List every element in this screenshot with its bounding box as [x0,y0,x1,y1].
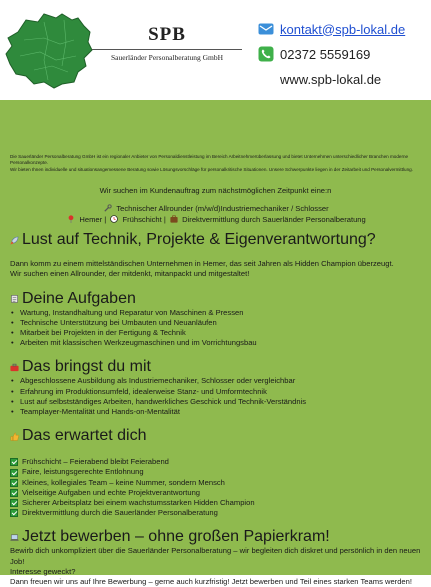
offer-heading-row [10,427,421,445]
list-item: • Technische Unterstützung bei Umbauten und Neuanläufen [10,318,421,328]
list-item [10,498,421,508]
checkmark-icon [10,489,18,497]
contact-email-row [258,18,428,40]
pitch [10,259,421,279]
apply-section [10,528,421,587]
apply-line-3: Dann freuen wir uns auf Ihre Bewerbung – gerne auch kurzfristig! Jetzt bewerben und Teil eines starken Teams werden! [10,577,412,587]
list-item-text: Kleines, kollegiales Team – keine Nummer, sondern Mensch [22,477,225,487]
list-item-text: Sicherer Arbeitsplatz bei einem wachstumsstarken Hidden Champion [22,498,255,508]
list-item-text: Vielseitige Aufgaben und echte Projektverantwortung [22,487,201,497]
checkmark-icon [10,458,18,466]
apply-line-1: Bewirb dich unkompliziert über die Sauerländer Personalberatung – wir begleiten dich diskret und persönlich in den neuen Job! [10,546,421,566]
list-item [10,508,421,518]
list-item: • Wartung, Instandhaltung und Reparatur von Maschinen & Pressen [10,308,421,318]
tasks-title: Deine Aufgaben [22,289,136,307]
list-item: • Mitarbeit bei Projekten in der Fertigung & Technik [10,328,421,338]
toolbox-icon [10,363,19,372]
profile-heading-row [10,358,421,376]
header [0,0,431,100]
contact-phone-row [258,43,428,65]
profile-section [10,358,421,417]
list-item [10,457,421,467]
job-shift: Frühschicht [122,215,162,225]
contact-web-row [258,68,428,90]
intro-line-1: Die Sauerländer Personalberatung GmbH ist ein regionaler Anbieter von Personaldienstleistung im Bereich Arbeitnehmerüberlassung und bietet Unternehmen unterschiedlicher Branchen moderne Personalkonzepte. [10,154,409,166]
brand-name: SPB [148,24,186,45]
offer-section [10,427,421,518]
job-location: Hemer [79,215,103,225]
brand-divider [92,49,242,50]
list-item [10,478,421,488]
clock-icon [110,215,118,223]
pin-icon [67,215,75,223]
wrench-icon [104,204,112,212]
phone-icon [258,46,274,62]
list-item-text: Frühschicht – Feierabend bleibt Feierabend [22,457,169,467]
contact-block [258,18,428,93]
meta-separator-2: | [163,215,166,225]
list-item-text: Faire, leistungsgerechte Entlohnung [22,467,144,477]
checkmark-icon [10,509,18,517]
offer-list [10,457,421,518]
apply-heading-row [10,528,421,546]
job-title: Technischer Allrounder (m/w/d)Industriemechaniker / Schlosser [116,204,329,214]
job-content [0,100,431,587]
checkmark-icon [10,479,18,487]
offer-title: Das erwartet dich [22,427,147,445]
profile-list [10,376,421,417]
intro-line-2: Wir bieten Ihnen individuelle und situationsangemessene Beratung sowie Lösungsvorschläge für personalkritische Situationen. Unsere Schwerpunkte liegen in der Zeitarbeit und Personalvermittlung. [10,166,413,172]
mail-icon [258,21,274,37]
list-item-text: Direktvermittlung durch die Sauerländer Personalberatung [22,508,218,518]
profile-title: Das bringst du mit [22,358,151,376]
tasks-section [10,290,421,349]
job-mode: Direktvermittlung durch Sauerländer Personalberatung [182,215,366,225]
list-item: • Arbeiten mit klassischen Werkzeugmaschinen und im Vorrichtungsbau [10,338,421,348]
pitch-line-2: Wir suchen einen Allrounder, der mitdenkt, mitanpackt und mitgestaltet! [10,269,250,279]
web-icon-spacer [258,71,274,87]
phone-number: 02372 5559169 [280,46,371,62]
list-item [10,488,421,498]
apply-title: Jetzt bewerben – ohne großen Papierkram! [22,528,330,546]
checkmark-icon [10,469,18,477]
rocket-icon [10,236,19,245]
company-intro [10,154,421,173]
tasks-heading-row [10,290,421,308]
teaser-text: Lust auf Technik, Projekte & Eigenverantwortung? [22,231,376,249]
map-logo [4,10,94,90]
laptop-icon [10,533,19,542]
list-item [10,467,421,477]
job-title-row [10,203,421,214]
briefcase-icon [170,215,178,223]
search-headline: Wir suchen im Kundenauftrag zum nächstmöglichen Zeitpunkt eine:n [99,186,332,196]
checkmark-icon [10,499,18,507]
list-item: • Abgeschlossene Ausbildung als Industriemechaniker, Schlosser oder vergleichbar [10,376,421,386]
tasks-list [10,308,421,349]
website-link[interactable]: www.spb-lokal.de [280,71,382,87]
clipboard-icon [10,294,19,303]
teaser-row [10,231,421,249]
apply-line-2: Interesse geweckt? [10,566,76,576]
email-link[interactable]: kontakt@spb-lokal.de [280,21,406,37]
list-item: • Erfahrung im Produktionsumfeld, idealerweise Stanz- und Umformtechnik [10,387,421,397]
pitch-line-1: Dann komm zu einem mittelständischen Unternehmen in Hemer, das seit Jahren als Hidden Champion überzeugt. [10,259,394,269]
meta-separator-1: | [104,215,107,225]
list-item: • Lust auf selbstständiges Arbeiten, handwerkliches Geschick und Technik-Verständnis [10,397,421,407]
brand-subtitle: Sauerländer Personalberatung GmbH [110,53,224,62]
brand [92,24,242,62]
list-item: • Teamplayer-Mentalität und Hands-on-Mentalität [10,407,421,417]
thumbs-up-icon [10,432,19,441]
job-meta-row [10,214,421,225]
